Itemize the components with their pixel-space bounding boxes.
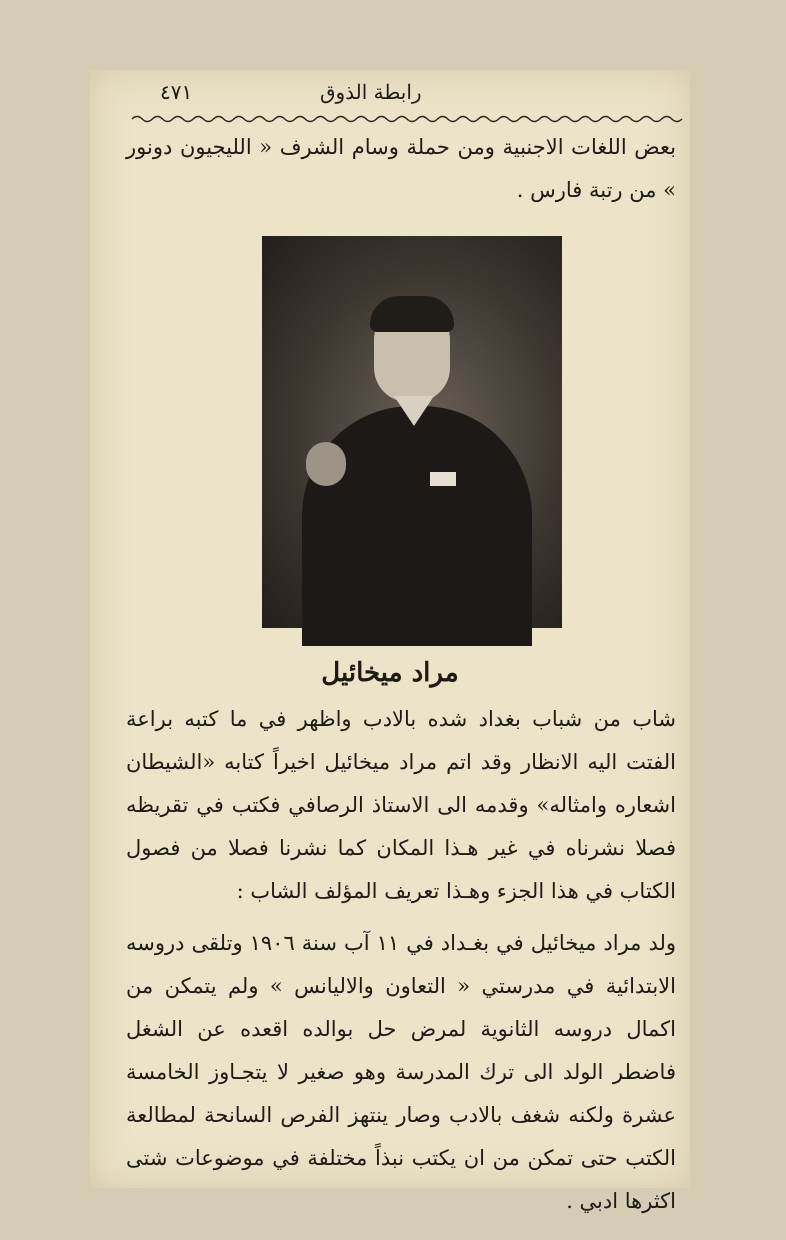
biography-paragraph-2: ولد مراد ميخائيل في بغـداد في ١١ آب سنة ١٩٠٦ وتلقى دروسه الابتدائية في مدرستي « التعاون والاليانس » ولم يتمكن من اكمال دروسه الثانوية لمرض حل بوالده اقعده عن الشغل فاضطر الولد الى ترك المدرسة وهو صغير لا يتجـاوز الخامسة عشرة ولكنه شغف بالادب وصار ينتهز الفرص السانحة لمطالعة الكتب حتى تمكن من ان يكتب نبذاً مختلفة في موضوعات شتى اكثرها ادبي .	[126, 931, 677, 1213]
running-title: رابطة الذوق	[320, 80, 422, 104]
page-number: ٤٧١	[160, 80, 193, 104]
section-title: مراد ميخائيل	[321, 658, 459, 688]
book-page	[90, 70, 690, 1213]
intro-paragraph: بعض اللغات الاجنبية ومن حملة وسام الشرف « الليجيون دونور » من رتبة فارس .	[126, 135, 676, 202]
wavy-divider	[132, 114, 682, 124]
biography-paragraph-1: شاب من شباب بغداد شده بالادب واظهر في ما كتبه براعة الفتت اليه الانظار وقد اتم مراد ميخائيل اخيراً كتابه «الشيطان اشعاره وامثاله» وقدمه الى الاستاذ الرصافي فكتب في تقريظه فصلا نشرناه في غير هـذا المكان كما نشرنا فصلا من فصول الكتاب في هذا الجزء وهـذا تعريف المؤلف الشاب :	[126, 707, 676, 903]
portrait-photo	[262, 236, 562, 628]
page-header	[90, 76, 690, 110]
